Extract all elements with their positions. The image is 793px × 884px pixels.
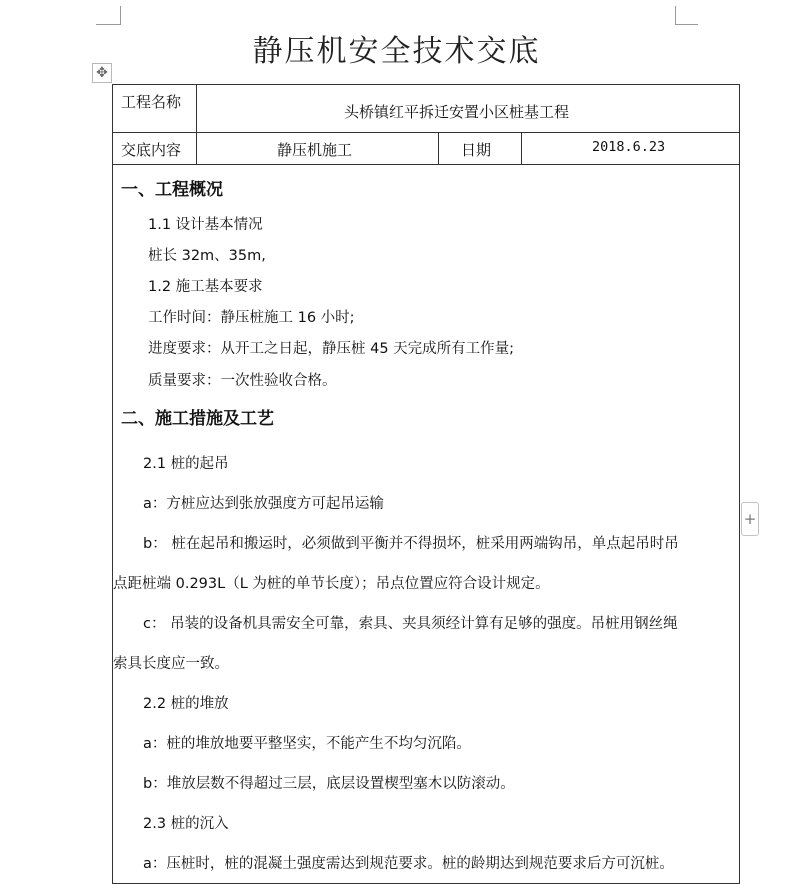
table-row-divider bbox=[113, 164, 739, 165]
subsection-construction-requirements: 1.2 施工基本要求 bbox=[148, 279, 263, 295]
table-row-divider bbox=[113, 132, 739, 133]
add-row-icon[interactable]: + bbox=[741, 502, 759, 536]
page-corner-mark-right bbox=[675, 6, 698, 25]
table-col-divider bbox=[521, 133, 522, 164]
quality-requirement-text: 质量要求：一次性验收合格。 bbox=[148, 373, 337, 389]
disclosure-content-label: 交底内容 bbox=[121, 141, 182, 159]
pile-stacking-item-a: a：桩的堆放地要平整坚实，不能产生不均匀沉陷。 bbox=[143, 736, 471, 752]
pile-length-text: 桩长 32m、35m, bbox=[148, 248, 266, 264]
project-name-value: 头桥镇红平拆迁安置小区桩基工程 bbox=[344, 103, 570, 121]
progress-requirement-text: 进度要求：从开工之日起，静压桩 45 天完成所有工作量; bbox=[148, 341, 515, 357]
subsection-pile-stacking: 2.2 桩的堆放 bbox=[143, 696, 229, 712]
pile-lifting-item-b-line1: b： 桩在起吊和搬运时，必须做到平衡并不得损坏，桩采用两端钩吊，单点起吊时吊 bbox=[143, 536, 679, 552]
pile-stacking-item-b: b：堆放层数不得超过三层，底层设置楔型塞木以防滚动。 bbox=[143, 776, 515, 792]
subsection-pile-lifting: 2.1 桩的起吊 bbox=[143, 456, 229, 472]
subsection-pile-sinking: 2.3 桩的沉入 bbox=[143, 816, 229, 832]
work-time-text: 工作时间：静压桩施工 16 小时; bbox=[148, 310, 355, 326]
pile-lifting-item-a: a：方桩应达到张放强度方可起吊运输 bbox=[143, 496, 384, 512]
document-title: 静压机安全技术交底 bbox=[252, 34, 541, 69]
section-heading-overview: 一、工程概况 bbox=[121, 180, 223, 200]
pile-lifting-item-c-line2: 索具长度应一致。 bbox=[113, 656, 229, 672]
section-heading-measures: 二、施工措施及工艺 bbox=[121, 409, 274, 429]
disclosure-content-value: 静压机施工 bbox=[277, 141, 353, 159]
pile-sinking-item-a: a：压桩时，桩的混凝土强度需达到规范要求。桩的龄期达到规范要求后方可沉桩。 bbox=[143, 856, 674, 872]
pile-lifting-item-c-line1: c： 吊装的设备机具需安全可靠，索具、夹具须经计算有足够的强度。吊桩用钢丝绳 bbox=[143, 616, 678, 632]
project-name-label: 工程名称 bbox=[121, 93, 182, 111]
table-col-divider bbox=[438, 133, 439, 164]
date-value: 2018.6.23 bbox=[592, 139, 666, 155]
disclosure-table bbox=[112, 84, 740, 884]
subsection-design-basics: 1.1 设计基本情况 bbox=[148, 217, 263, 233]
page-corner-mark-left bbox=[96, 6, 121, 25]
table-col-divider bbox=[196, 85, 197, 164]
table-move-icon[interactable]: ✥ bbox=[92, 63, 112, 83]
date-label: 日期 bbox=[461, 141, 492, 159]
pile-lifting-item-b-line2: 点距桩端 0.293L（L 为桩的单节长度）；吊点位置应符合设计规定。 bbox=[113, 576, 550, 592]
